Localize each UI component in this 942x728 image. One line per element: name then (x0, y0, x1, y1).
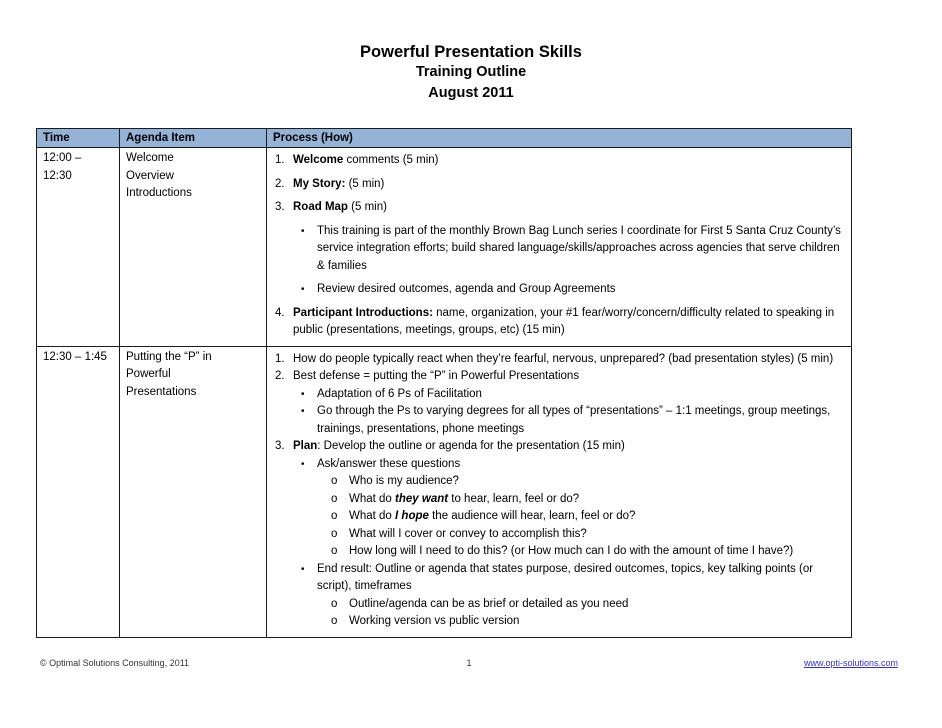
list-text (293, 176, 845, 194)
text-segment: to hear, learn, feel or do? (448, 492, 580, 505)
text-segment: What do (349, 510, 396, 522)
website-link[interactable]: www.opti-solutions.com (803, 658, 899, 668)
process-item (267, 613, 845, 631)
agenda-line: Welcome (126, 152, 174, 164)
text-segment: Review desired outcomes, agenda and Group Agreements (317, 283, 616, 295)
table-row (37, 148, 852, 347)
table-row (37, 346, 852, 637)
list-text (317, 561, 845, 596)
list-marker: o (331, 527, 338, 540)
list-text (317, 223, 845, 276)
list-text (317, 456, 845, 474)
process-cell (267, 346, 852, 637)
text-segment: the audience will hear, learn, feel or do? (428, 510, 636, 522)
time-line: 12:30 – 1:45 (43, 350, 107, 363)
list-text (349, 596, 845, 614)
list-marker: 2. (275, 370, 285, 382)
list-marker: • (301, 458, 305, 470)
page-title: Powerful Presentation Skills (360, 43, 582, 61)
text-segment: comments (5 min) (343, 154, 439, 166)
text-segment: Plan (293, 440, 318, 452)
text-segment: : Develop the outline or agenda for the presentation (15 min) (317, 440, 625, 452)
list-text (349, 473, 845, 491)
list-marker: • (301, 388, 305, 400)
text-segment: Welcome (293, 154, 344, 166)
text-segment: Go through the Ps to varying degrees for all types of “presentations” – 1:1 meetings, group meetings, trainings, presentations, phone meetings (317, 405, 831, 435)
text-segment: Adaptation of 6 Ps of Facilitation (317, 387, 482, 400)
column-header-process: Process (How) (267, 129, 852, 148)
list-text (293, 351, 845, 369)
process-item (267, 223, 845, 276)
list-marker: o (331, 510, 338, 522)
process-item (267, 368, 845, 386)
agenda-cell (120, 148, 267, 347)
list-marker: • (301, 284, 305, 295)
process-item (267, 508, 845, 526)
list-text (349, 491, 845, 509)
text-segment: This training is part of the monthly Brown Bag Lunch series I coordinate for First 5 Santa Cruz County’s service integration efforts; build shared language/skills/approaches across agencies that serve children & families (317, 224, 841, 272)
process-item (267, 305, 845, 340)
process-item (267, 152, 845, 170)
agenda-line: Powerful (126, 368, 171, 380)
list-marker: o (331, 492, 338, 505)
process-item (267, 199, 845, 217)
text-segment: My Story: (293, 177, 346, 190)
list-marker: 4. (275, 306, 285, 319)
text-segment: I hope (395, 510, 429, 522)
process-item (267, 491, 845, 509)
list-marker: o (331, 475, 338, 487)
table-header (37, 129, 852, 148)
process-item (267, 386, 845, 404)
process-item (267, 176, 845, 194)
process-item (267, 351, 845, 369)
process-item (267, 561, 845, 596)
process-item (267, 456, 845, 474)
list-text (293, 305, 845, 340)
text-segment: What will I cover or convey to accomplish this? (349, 527, 587, 540)
page-subtitle-1: Training Outline (415, 64, 527, 80)
list-text (349, 526, 845, 544)
agenda-line: Overview (126, 169, 174, 182)
text-segment: Working version vs public version (349, 615, 520, 627)
list-text (349, 543, 845, 561)
text-segment: How do people typically react when they’re fearful, nervous, unprepared? (bad presentation styles) (5 min) (293, 352, 834, 365)
list-marker: 1. (275, 352, 285, 365)
page-subtitle-2: August 2011 (428, 85, 514, 101)
list-marker: • (301, 225, 305, 237)
text-segment: Who is my audience? (349, 475, 459, 487)
column-header-time: Time (37, 129, 120, 148)
page-number: 1 (466, 658, 472, 668)
text-segment: they want (395, 492, 449, 505)
text-segment: Ask/answer these questions (317, 457, 461, 470)
list-marker: 3. (275, 440, 285, 452)
header-row (37, 129, 852, 148)
title-block (0, 0, 942, 104)
training-outline-table (36, 128, 852, 638)
process-item (267, 281, 845, 299)
list-text (317, 386, 845, 404)
list-marker: 1. (275, 154, 285, 166)
process-item (267, 473, 845, 491)
text-segment: Outline/agenda can be as brief or detailed as you need (349, 597, 629, 610)
list-marker: o (331, 615, 338, 627)
time-line: 12:00 – (43, 152, 82, 164)
text-segment: What do (349, 492, 396, 505)
process-cell (267, 148, 852, 347)
agenda-line: Introductions (126, 187, 192, 199)
process-item (267, 596, 845, 614)
process-item (267, 526, 845, 544)
text-segment: (5 min) (347, 201, 387, 213)
process-item (267, 438, 845, 456)
text-segment: Best defense = putting the “P” in Powerful Presentations (293, 370, 580, 382)
page-footer (40, 658, 898, 668)
list-text (293, 199, 845, 217)
list-text (293, 438, 845, 456)
list-marker: o (331, 545, 338, 557)
process-item (267, 543, 845, 561)
footer-link-wrap (472, 658, 899, 668)
list-marker: • (301, 563, 305, 575)
list-text (317, 281, 845, 299)
text-segment: (5 min) (345, 177, 385, 190)
list-marker: 3. (275, 201, 285, 213)
text-segment: Participant Introductions: (293, 306, 433, 319)
list-text (293, 152, 845, 170)
list-text (317, 403, 845, 438)
table-body (37, 148, 852, 638)
footer-copyright: © Optimal Solutions Consulting, 2011 (40, 658, 190, 668)
list-marker: • (301, 406, 305, 417)
list-text (293, 368, 845, 386)
time-cell (37, 346, 120, 637)
process-item (267, 403, 845, 438)
agenda-cell (120, 346, 267, 637)
agenda-line: Putting the “P” in (126, 350, 212, 363)
list-text (349, 613, 845, 631)
list-marker: o (331, 597, 338, 610)
text-segment: How long will I need to do this? (or How much can I do with the amount of time I have?) (349, 545, 794, 557)
text-segment: Road Map (293, 201, 348, 213)
time-line: 12:30 (43, 169, 72, 182)
column-header-agenda-item: Agenda Item (120, 129, 267, 148)
text-segment: name, organization, your #1 fear/worry/concern/difficulty related to speaking in public (presentations, meetings, groups, etc) (15 min) (293, 306, 835, 336)
list-marker: 2. (275, 177, 285, 190)
agenda-line: Presentations (126, 385, 197, 398)
text-segment: End result: Outline or agenda that states purpose, desired outcomes, topics, key talking points (or script), timeframes (317, 562, 814, 592)
list-text (349, 508, 845, 526)
time-cell (37, 148, 120, 347)
